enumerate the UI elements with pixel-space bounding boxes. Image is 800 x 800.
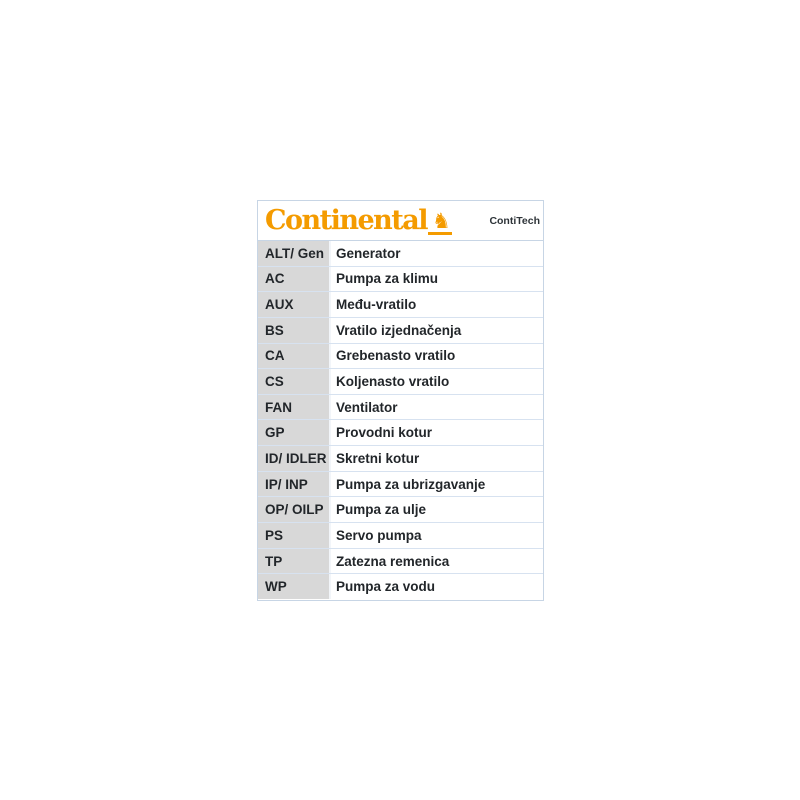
legend-row: [258, 318, 543, 344]
legend-row: [258, 574, 543, 599]
legend-table: [257, 200, 544, 601]
legend-row: [258, 292, 543, 318]
legend-row: [258, 472, 543, 498]
legend-abbr-cell: ALT/ Gen: [258, 241, 331, 266]
legend-row: [258, 420, 543, 446]
legend-abbr-cell: CS: [258, 369, 331, 394]
legend-rows: [258, 241, 543, 599]
legend-label-cell: Zatezna remenica: [336, 553, 450, 569]
legend-row: [258, 369, 543, 395]
legend-row: [258, 241, 543, 267]
legend-abbr-cell: GP: [258, 420, 331, 445]
legend-abbr-cell: CA: [258, 344, 331, 369]
contitech-label: ContiTech: [489, 214, 540, 227]
legend-row: [258, 497, 543, 523]
legend-abbr-cell: AUX: [258, 292, 331, 317]
legend-abbr-cell: OP/ OILP: [258, 497, 331, 522]
brand-header: [258, 201, 543, 241]
legend-label-cell: Koljenasto vratilo: [336, 374, 450, 390]
legend-label-cell: Među-vratilo: [336, 297, 417, 313]
legend-abbr-cell: FAN: [258, 395, 331, 420]
legend-label-cell: Ventilator: [336, 399, 398, 415]
legend-abbr-cell: WP: [258, 574, 331, 599]
legend-abbr-cell: AC: [258, 267, 331, 292]
continental-logo: [265, 207, 452, 234]
legend-abbr-cell: PS: [258, 523, 331, 548]
legend-row: [258, 523, 543, 549]
legend-label-cell: Provodni kotur: [336, 425, 433, 441]
legend-abbr-cell: TP: [258, 549, 331, 574]
continental-wordmark: Continental: [265, 205, 428, 236]
legend-row: [258, 549, 543, 575]
legend-label-cell: Generator: [336, 245, 401, 261]
legend-abbr-cell: ID/ IDLER: [258, 446, 331, 471]
legend-abbr-cell: BS: [258, 318, 331, 343]
rearing-horse-icon: ♞: [428, 211, 452, 235]
legend-label-cell: Pumpa za ulje: [336, 502, 427, 518]
legend-label-cell: Servo pumpa: [336, 527, 422, 543]
legend-label-cell: Grebenasto vratilo: [336, 348, 456, 364]
legend-row: [258, 267, 543, 293]
legend-row: [258, 395, 543, 421]
legend-row: [258, 344, 543, 370]
legend-label-cell: Skretni kotur: [336, 450, 420, 466]
legend-abbr-cell: IP/ INP: [258, 472, 331, 497]
legend-label-cell: Pumpa za ubrizgavanje: [336, 476, 486, 492]
legend-label-cell: Vratilo izjednačenja: [336, 322, 462, 338]
legend-label-cell: Pumpa za klimu: [336, 271, 439, 287]
legend-label-cell: Pumpa za vodu: [336, 579, 436, 595]
legend-row: [258, 446, 543, 472]
